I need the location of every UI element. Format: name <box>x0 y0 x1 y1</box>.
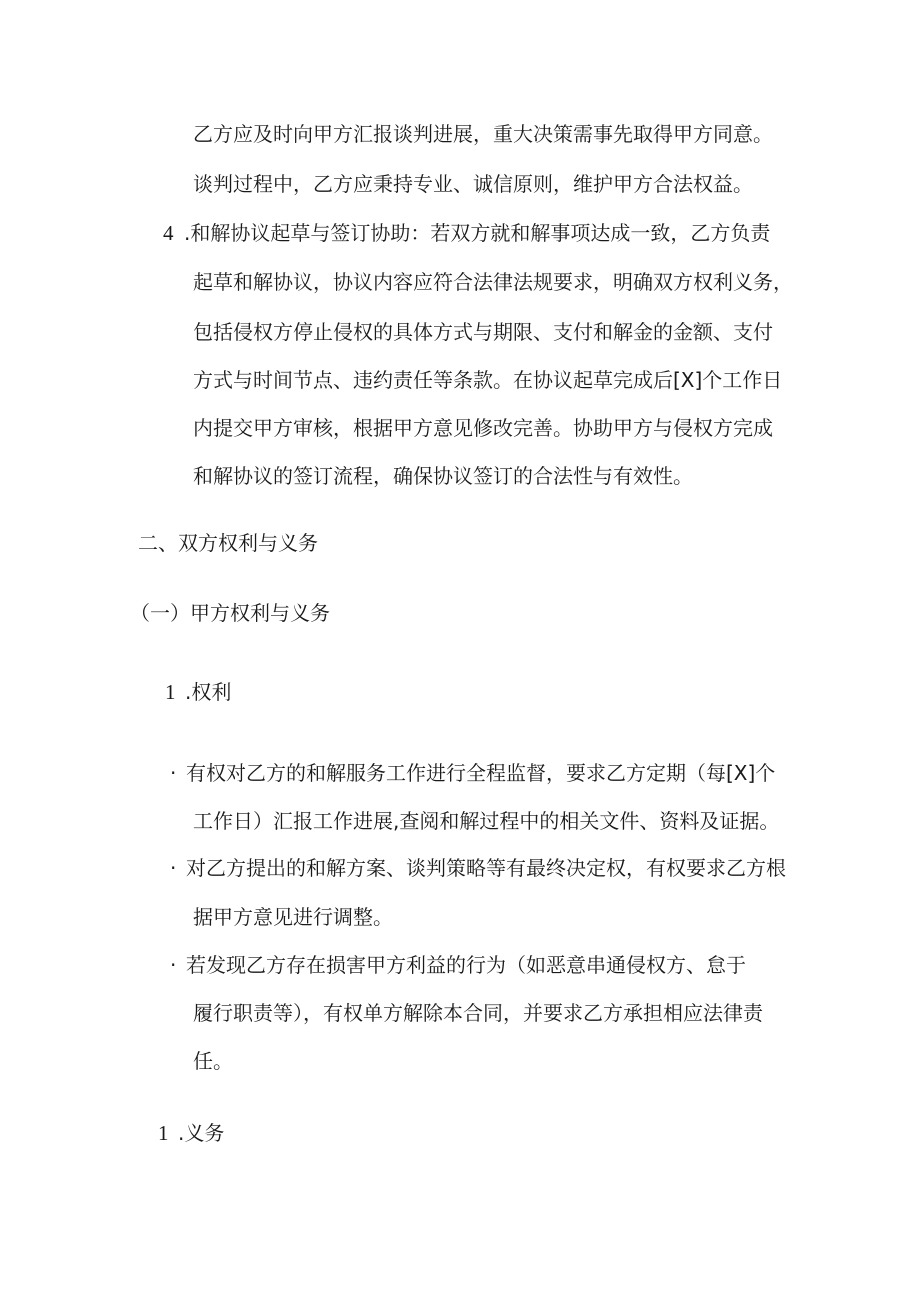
paragraph-line: 内提交甲方审核，根据甲方意见修改完善。协助甲方与侵权方完成 <box>193 416 773 440</box>
bullet-marker: · <box>170 953 177 977</box>
paragraph-line: 方式与时间节点、违约责任等条款。在协议起草完成后[X]个工作日 <box>193 368 783 392</box>
duties-number: 1 <box>158 1121 169 1145</box>
duties-heading: .义务 <box>178 1121 225 1145</box>
bullet-line: 履行职责等），有权单方解除本合同，并要求乙方承担相应法律责 <box>193 1001 763 1025</box>
subsection-heading: （一）甲方权利与义务 <box>130 601 330 625</box>
bullet-line: 对乙方提出的和解方案、谈判策略等有最终决定权，有权要求乙方根 <box>186 856 786 880</box>
bullet-line: 据甲方意见进行调整。 <box>193 905 393 929</box>
bullet-line: 有权对乙方的和解服务工作进行全程监督，要求乙方定期（每[X]个 <box>186 761 776 785</box>
bullet-line: 若发现乙方存在损害甲方利益的行为（如恶意串通侵权方、怠于 <box>186 953 746 977</box>
list-item-number: 4 <box>163 221 174 245</box>
paragraph-line: 谈判过程中，乙方应秉持专业、诚信原则，维护甲方合法权益。 <box>193 172 753 196</box>
rights-number: 1 <box>165 680 176 704</box>
paragraph-line: 乙方应及时向甲方汇报谈判进展，重大决策需事先取得甲方同意。 <box>193 122 773 146</box>
paragraph-line: 包括侵权方停止侵权的具体方式与期限、支付和解金的金额、支付 <box>193 320 773 344</box>
paragraph-line: 起草和解协议，协议内容应符合法律法规要求，明确双方权利义务， <box>193 270 793 294</box>
section-heading: 二、双方权利与义务 <box>138 531 318 555</box>
paragraph-line: 和解协议的签订流程，确保协议签订的合法性与有效性。 <box>193 464 693 488</box>
bullet-marker: · <box>170 856 177 880</box>
bullet-marker: · <box>170 761 177 785</box>
bullet-line: 任。 <box>193 1049 233 1073</box>
bullet-line: 工作日）汇报工作进展,查阅和解过程中的相关文件、资料及证据。 <box>193 809 780 833</box>
rights-heading: .权利 <box>185 680 232 704</box>
paragraph-line: .和解协议起草与签订协助：若双方就和解事项达成一致，乙方负责 <box>184 221 771 245</box>
